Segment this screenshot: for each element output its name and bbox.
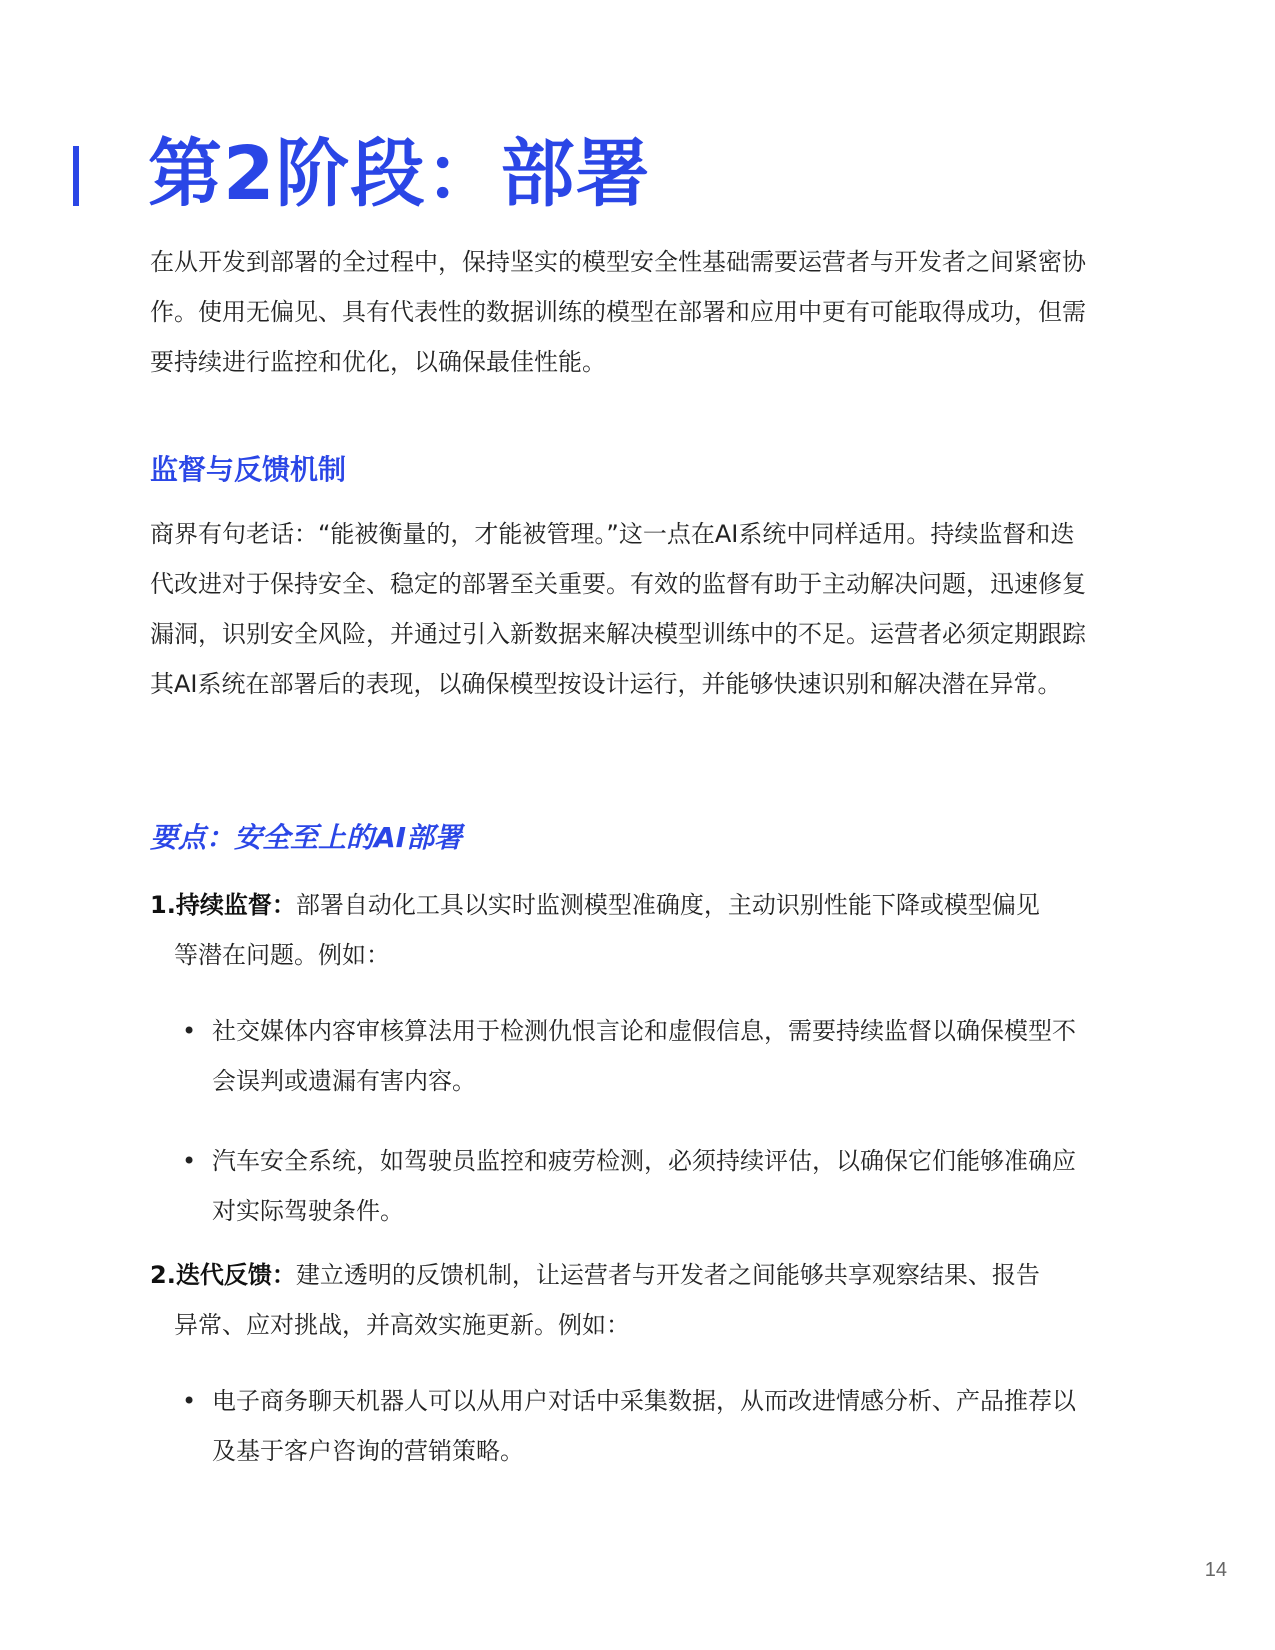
bullet-item [182,1136,1090,1236]
section-heading-monitoring: 监督与反馈机制 [150,453,347,486]
list-item-number: 2. [150,1261,176,1289]
list-item-text: 部署自动化工具以实时监测模型准确度，主动识别性能下降或模型偏见 [295,891,1040,919]
list-item-continuation: 异常、应对挑战，并高效实施更新。例如： [174,1311,630,1339]
intro-paragraph: 在从开发到部署的全过程中，保持坚实的模型安全性基础需要运营者与开发者之间紧密协作。使用无偏见、具有代表性的数据训练的模型在部署和应用中更有可能取得成功，但需要持续进行监控和优化，以确保最佳性能。 [150,248,1086,376]
bullet-item [182,1376,1090,1476]
list-item-lead: 迭代反馈： [175,1261,296,1289]
monitoring-paragraph: 商界有句老话：“能被衡量的，才能被管理。”这一点在AI系统中同样适用。持续监督和迭代改进对于保持安全、稳定的部署至关重要。有效的监督有助于主动解决问题，迅速修复漏洞，识别安全风险，并通过引入新数据来解决模型训练中的不足。运营者必须定期跟踪其AI系统在部署后的表现，以确保模型按设计运行，并能够快速识别和解决潜在异常。 [150,520,1086,698]
bullet-icon: • [182,1017,197,1045]
list-item-continuation: 等潜在问题。例如： [174,941,390,969]
section-heading-key-points: 要点：安全至上的AI部署 [150,821,463,854]
bullet-text: 社交媒体内容审核算法用于检测仇恨言论和虚假信息，需要持续监督以确保模型不会误判或遗漏有害内容。 [212,1017,1076,1095]
page-number: 14 [1204,1559,1227,1581]
bullet-icon: • [182,1387,197,1415]
list-item-number: 1. [150,891,176,919]
list-item-first-line [150,1250,1090,1300]
title-accent-bar [73,146,79,206]
bullet-item [182,1006,1090,1106]
list-item-text: 建立透明的反馈机制，让运营者与开发者之间能够共享观察结果、报告 [295,1261,1040,1289]
list-item-iterative-feedback [150,1250,1090,1350]
bullet-text: 汽车安全系统，如驾驶员监控和疲劳检测，必须持续评估，以确保它们能够准确应对实际驾驶条件。 [212,1147,1076,1225]
bullet-text: 电子商务聊天机器人可以从用户对话中采集数据，从而改进情感分析、产品推荐以及基于客户咨询的营销策略。 [212,1387,1076,1465]
list-item-first-line [150,880,1090,930]
bullet-icon: • [182,1147,197,1175]
page-title: 第2阶段：部署 [148,131,651,217]
list-item-continuous-monitoring [150,880,1090,980]
list-item-lead: 持续监督： [175,891,296,919]
